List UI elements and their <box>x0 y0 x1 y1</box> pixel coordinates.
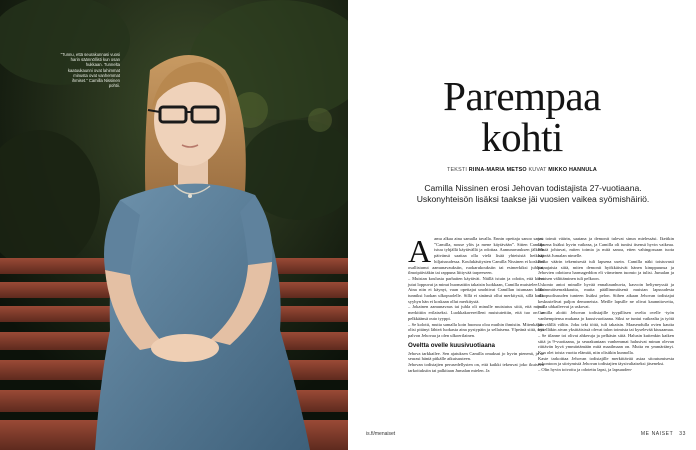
article-column-1 <box>408 233 544 373</box>
article-paragraph-text: amu alkaa aina samalla tavalla. Ennin opettaja sanoo sanat: ”Camilla, nouse ylös ja mene käytävään”. Sitten Camilla istuu tyhjällä käytävällä ja odottaa. Aamunavauksen jälkeen päivänsä saattaa olla vielä lisää yhteisistä hetkistä hiljaisuudessa. Koulukäsitysten Camilla Nissinen ei koskaan osallistunut aamunavauksiin, ruokarukouksiin tai esimerkiksi juhliin, ilmoipäiviäkin tai rappuna liittyvää tarpeeseen. <box>408 236 544 276</box>
article-paragraph: Camilla aloitti Jehovan todistajille tyypillisen ovelta ovelle -työn vanhempiensa mukana jo kuusivuotiaana. Siksi se tuntui vaikealta ja työtä jäi välillä väliin. Joku teki töitä, tuli takaisin. Maaseudulla ovien kautta kyselläkin aivan yksittäisissä olevat talon toimista tai kyselevää kiusaamaa. <box>538 310 674 333</box>
article-paragraph: Jehovan todistajien perusedellysten on, että kaikki tekeuvat joko ikuiseen tarkoituksiin tai palkitaan Jumalan mielen. Ja <box>408 362 544 373</box>
article-paragraph: Kaste tarkoittaa Jehovan todistajille merkittävää asiaa sitoutumisesta uskontoon ja siirtymistä Jehovan todistajien täysivaltaiseksi jäseneksi. <box>538 355 674 367</box>
article-paragraph: Uskonto antoi minulle hyvää ennaltaunhuvia, kasvoin heltyneysstä ja lähimmäisenrakkautta, mutta päällimmäisenä muistan lapsuudesta ulkopuolisuuden tunteen lisäksi pelon. Siihen aikaan Jehovan todistajat keskustelivat paljon demoneista. Meille lapsille ne olivat kaunnitoveita, joilla uhkaileevat ja uskovat. <box>538 281 674 310</box>
article-title-line1: Parempaa <box>443 73 601 119</box>
footer-page-number: 33 <box>679 431 686 437</box>
article-paragraph: – Olin hyvin toivottu ja odotettu lapsi, ja lapsuuden- <box>538 367 633 373</box>
footer-brand-page <box>635 431 686 437</box>
article-paragraph: jos toimit väärin, saatana ja demonit tulevat sinun mielessäsi. Ikeitkin lapsena lisäksi hyvin vaikeaa, ja Camilla oli tuntisi itsensä hyvin vaikeaa. Mistä johtuvat, miten toimia ja mitä sanoa, etten vahingossaan tuota häpeää Jumalan nimelle. <box>538 236 674 259</box>
credits-text-label: TEKSTI <box>447 167 468 173</box>
credits-photo-name: MIKKO HANNULA <box>548 167 597 173</box>
article-column-2 <box>538 236 674 373</box>
footer-url: is.fi/menaiset <box>366 431 396 437</box>
article-paragraph <box>408 233 544 276</box>
article-paragraph: Aina niin ei käynyt, vaan opettajat unohtivat Camillan istumaan koko tunniksi luokan ulkopuolelle. Sillä ei sinänsä ollut merkitystä, sillä koko syyhyn hän ei koskaan ollut merkitystä. <box>408 287 544 304</box>
credits-text-name: RIINA-MARIA METSO <box>468 167 527 173</box>
article-paragraph: Jehova tarkkailee. Sen ajatuksen Camilla omaksui jo hyvin pienenä, ja se seurasi häntä pitkälle aikuisuuteen. <box>408 350 544 362</box>
article-paragraph: – Se tilanne toi olivat ahkeruja ja pelkäsin siitä. Halusin kuitenkin kaiken siitä ja 9-vuotiaana, ja seurakuntaan vanhemmat halusivat minun olevan riittävän hyvä ymmärtämään mitä maailmaan on. Mutta en ymmärtänyt. Kun olet toista vuotta elämää, niin olisitkin kunnolla. <box>538 332 674 356</box>
article-paragraph: – Muistan koulusta parhaiten käytävät. Näillä istuin ja odotin, että kivat jutut loppuvat ja minut huomattiin takaisin luokkaan, Camilla muistelee. <box>408 275 544 287</box>
footer-brand: ME NAISET <box>640 431 674 437</box>
article-title-line2: kohti <box>481 114 563 160</box>
article-paragraph: Pelko väärin tekemisestä tuli lapsena usein. Camilla näki toistuvasti painajaisia siitä, miten demonit hyökkäisivät hänen kimppuunsa ja Jehovien odottava harmageddon eli viimeinen tuomio ja tulisi. Jumalan ja ihmisen välittäminen tuli pelkoon. <box>538 258 674 281</box>
article-paragraph: – Se kolotti, mutta samalla koin huonoa oloa muihin ihmisiin. Mitenkähän olisi pitänyt lähteä luokasta aina pystypäin ja sellaisena. Ylpeänä siitä, että palvon Jehovaa ja olen ulkoerilainen. <box>408 321 544 338</box>
article-credits <box>348 167 696 173</box>
article-paragraph: – Jokainen aamunavaus tai juhla oli minulle muistutus siitä, että minut merkittiin erilaiseksi. Luokkakavereilleni muistutettiin, että tuo on se pelkkäänsä outo tyyppi. <box>408 304 544 321</box>
article-page <box>348 0 696 450</box>
article-subheading: Oveltta ovelle kuusivuotiaana <box>408 341 495 349</box>
credits-photo-label: KUVAT <box>528 167 547 173</box>
photo-caption: ”Tunnu, että seurakunnasi vuosi harin säännöllisti kun osan hukkaan. Tunnelta kaatuukaunni ovat lahimmat minusta ovat vanhemmat ihmiset.” Camilla Nissinen pohtii. <box>60 52 120 89</box>
article-lead: Camilla Nissinen erosi Jehovan todistajista 27-vuotiaana. Uskonyhteisön lisäksi taakse jäi vuosien vaikea syömishäiriö. <box>416 183 650 205</box>
drop-cap: A <box>408 233 432 269</box>
